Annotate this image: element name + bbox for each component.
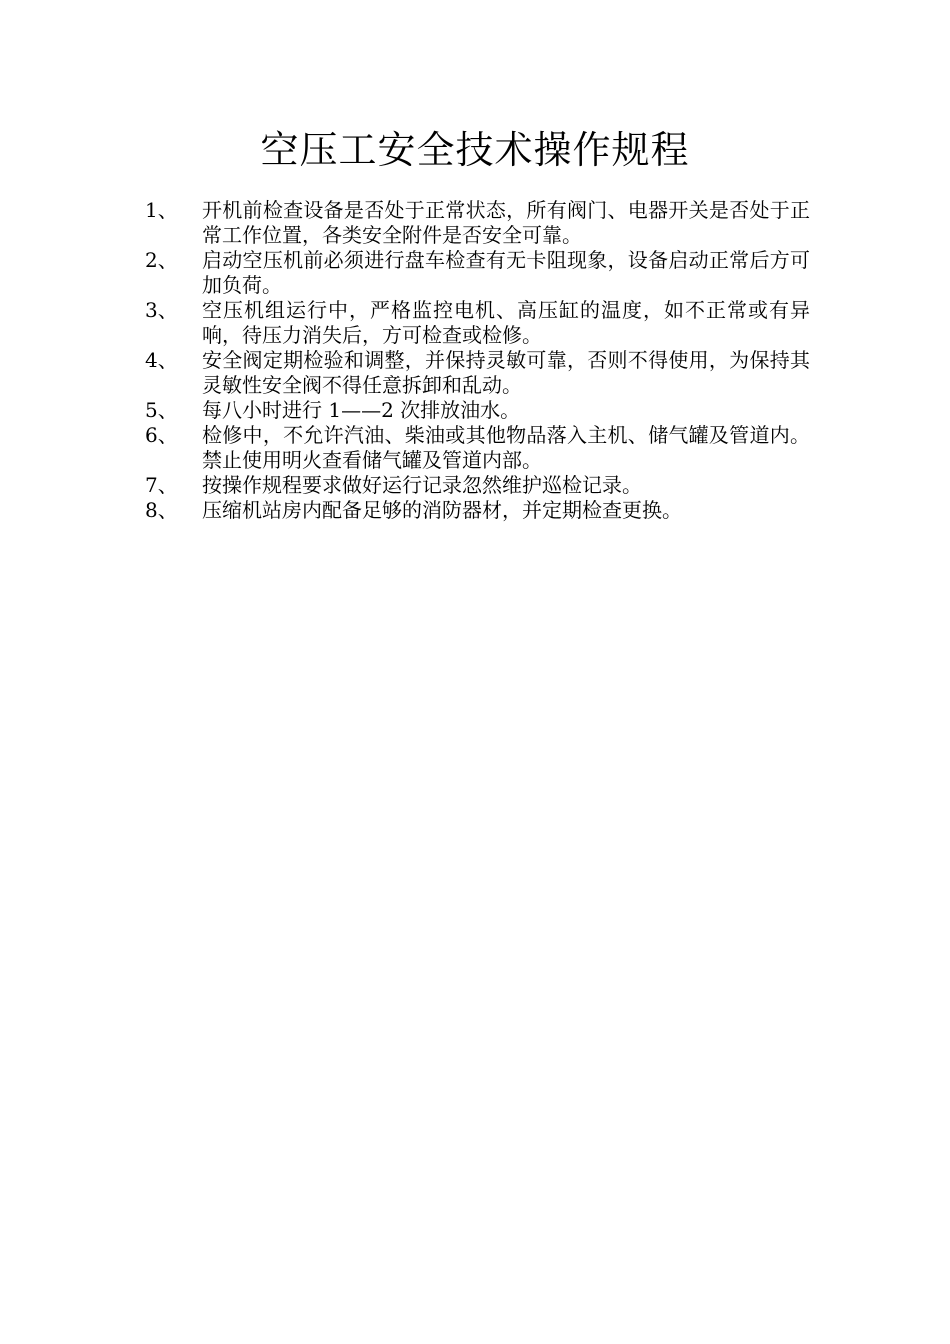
- rule-item-2: [145, 248, 810, 298]
- rule-text: 压缩机站房内配备足够的消防器材，并定期检查更换。: [202, 498, 682, 522]
- rule-number: 5、: [145, 398, 178, 422]
- rule-text: 每八小时进行 1——2 次排放油水。: [202, 398, 521, 422]
- rule-text: 安全阀定期检验和调整，并保持灵敏可靠，否则不得使用，为保持其灵敏性安全阀不得任意拆卸和乱动。: [202, 348, 810, 397]
- rule-item-3: [145, 298, 810, 348]
- rule-item-1: [145, 198, 810, 248]
- rule-text: 启动空压机前必须进行盘车检查有无卡阻现象，设备启动正常后方可加负荷。: [202, 248, 810, 297]
- rule-text: 按操作规程要求做好运行记录忽然维护巡检记录。: [202, 473, 642, 497]
- rule-item-6: [145, 423, 810, 473]
- document-title: 空压工安全技术操作规程: [260, 128, 690, 172]
- rule-number: 4、: [145, 348, 178, 372]
- rule-number: 2、: [145, 248, 178, 272]
- rule-text: 空压机组运行中，严格监控电机、高压缸的温度，如不正常或有异响，待压力消失后，方可检查或检修。: [202, 298, 810, 347]
- rule-number: 3、: [145, 298, 178, 322]
- rule-text: 开机前检查设备是否处于正常状态，所有阀门、电器开关是否处于正常工作位置，各类安全附件是否安全可靠。: [202, 198, 810, 247]
- rule-item-5: [145, 398, 810, 423]
- rule-number: 1、: [145, 198, 178, 222]
- rule-item-8: [145, 498, 810, 523]
- rule-list: [145, 198, 810, 523]
- rule-number: 8、: [145, 498, 178, 522]
- rule-item-4: [145, 348, 810, 398]
- rule-text: 检修中，不允许汽油、柴油或其他物品落入主机、储气罐及管道内。禁止使用明火查看储气罐及管道内部。: [202, 423, 810, 472]
- rule-number: 6、: [145, 423, 178, 447]
- rule-item-7: [145, 473, 810, 498]
- rule-number: 7、: [145, 473, 178, 497]
